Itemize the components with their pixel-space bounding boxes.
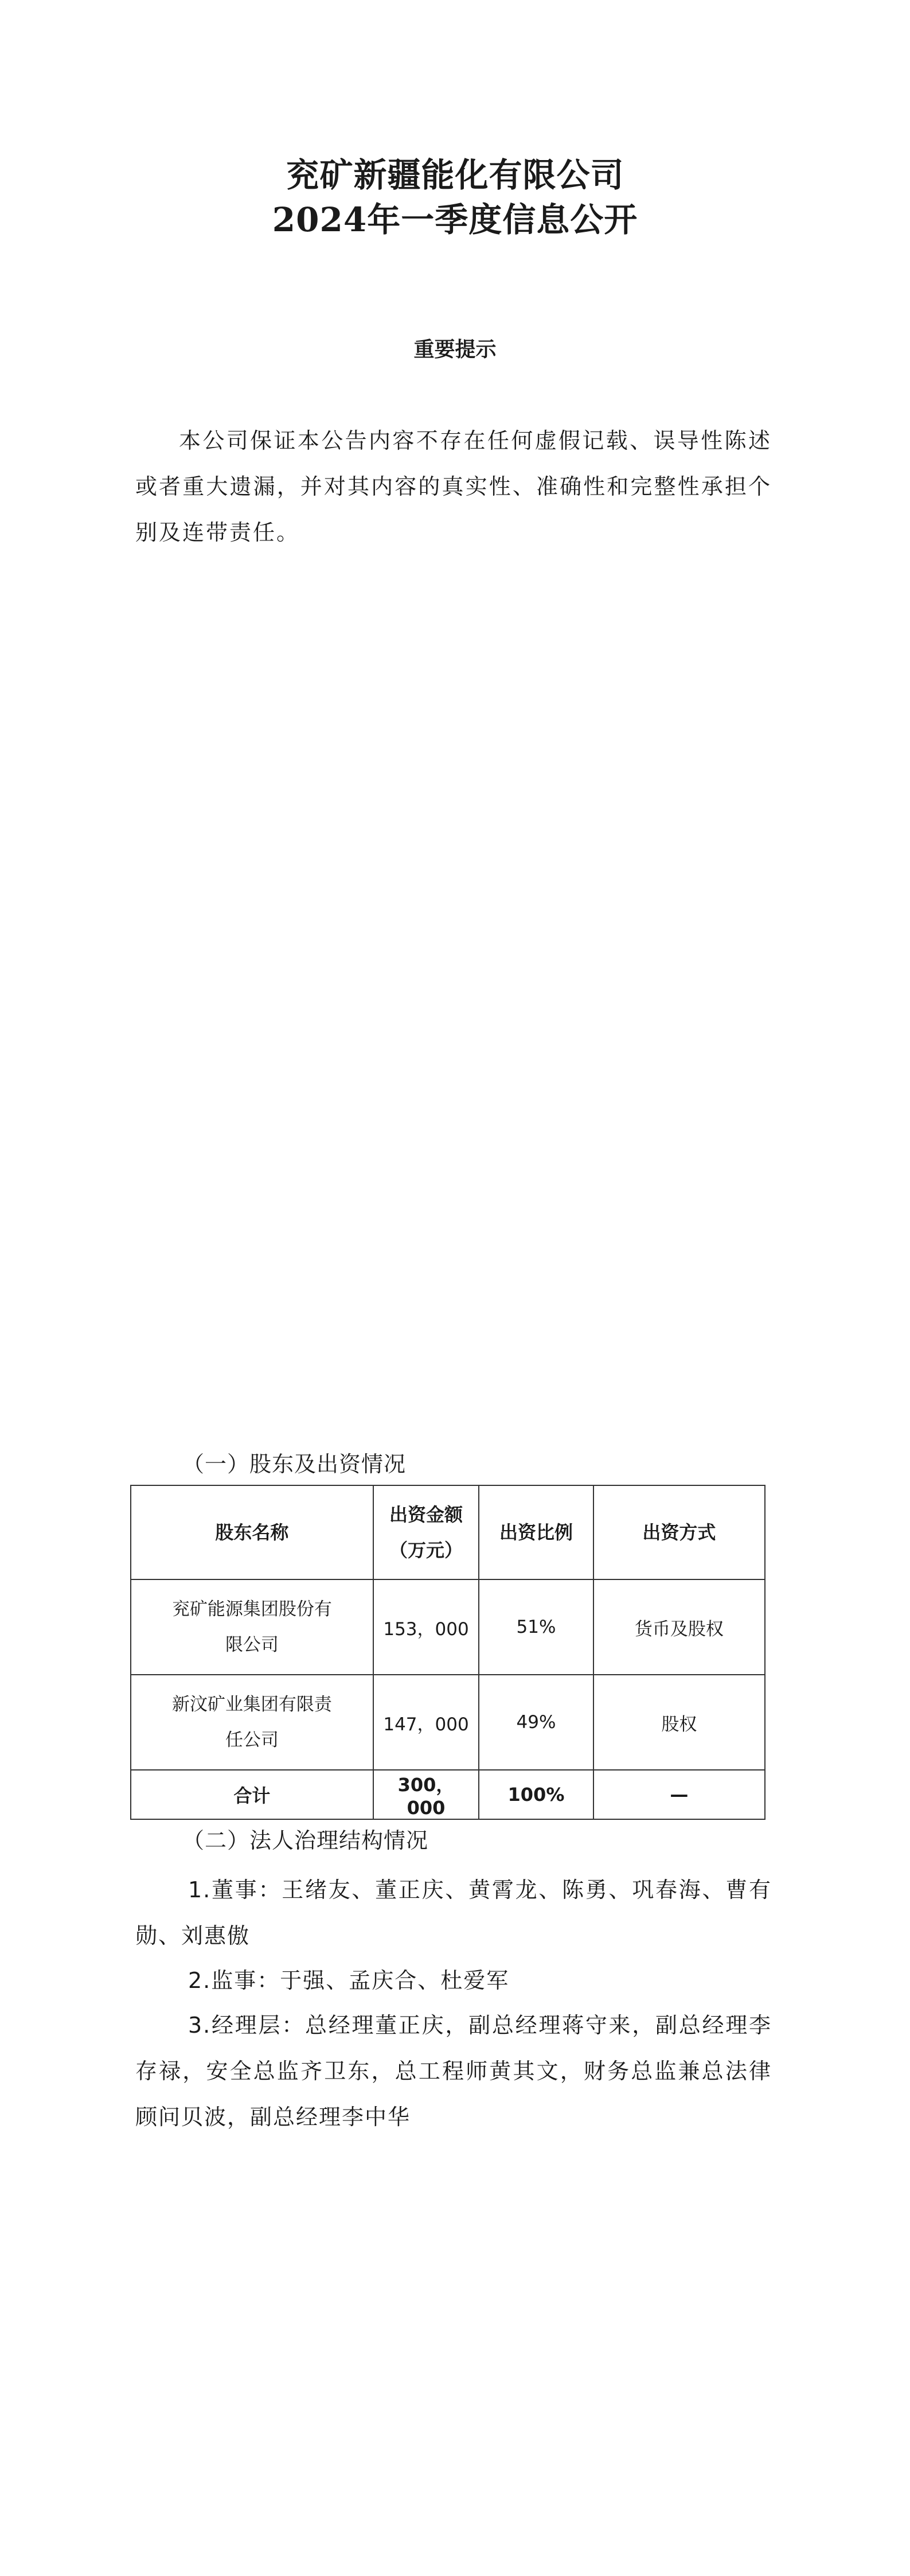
- governance-item-management: 3.经理层：总经理董正庆，副总经理蒋守来，副总经理李存禄，安全总监齐卫东，总工程师黄其文，财务总监兼总法律顾问贝波，副总经理李中华: [135, 2013, 772, 2130]
- shareholder-name-line1: 新汶矿业集团有限责: [171, 1694, 332, 1715]
- column-header-name: 股东名称: [131, 1485, 373, 1579]
- document-title-line1: 兖矿新疆能化有限公司: [286, 155, 624, 194]
- total-method: —: [593, 1770, 765, 1819]
- shareholder-ratio: 49%: [479, 1675, 593, 1770]
- document-title-line2: 2024年一季度信息公开: [272, 200, 638, 239]
- column-header-method: 出资方式: [593, 1485, 765, 1579]
- governance-section-heading: （二）法人治理结构情况: [182, 1828, 429, 1853]
- total-ratio: 100%: [479, 1770, 593, 1819]
- shareholder-name-cell: [131, 1579, 373, 1675]
- column-header-amount: [373, 1485, 479, 1579]
- governance-item-supervisors: 2.监事：于强、孟庆合、杜爱军: [188, 1968, 510, 1993]
- shareholder-method: 货币及股权: [593, 1579, 765, 1675]
- table-total-row: [131, 1770, 765, 1819]
- column-header-amount-line2: （万元）: [389, 1539, 463, 1561]
- column-header-ratio: 出资比例: [479, 1485, 593, 1579]
- table-header-row: [131, 1485, 765, 1579]
- table-row: [131, 1675, 765, 1770]
- governance-item-directors: 1.董事：王绪友、董正庆、黄霄龙、陈勇、巩春海、曹有勋、刘惠傲: [135, 1877, 772, 1948]
- shareholder-name-cell: [131, 1675, 373, 1770]
- shareholder-ratio: 51%: [479, 1579, 593, 1675]
- total-amount: 300，000: [373, 1770, 479, 1819]
- notice-body: 本公司保证本公告内容不存在任何虚假记载、误导性陈述或者重大遗漏，并对其内容的真实性、准确性和完整性承担个别及连带责任。: [135, 428, 772, 545]
- shareholder-amount: 153，000: [373, 1579, 479, 1675]
- table-row: [131, 1579, 765, 1675]
- shareholder-amount: 147，000: [373, 1675, 479, 1770]
- shareholder-name-line2: 任公司: [225, 1730, 279, 1750]
- total-label: 合计: [131, 1770, 373, 1819]
- shareholders-table: [130, 1485, 766, 1820]
- shareholders-section-heading: （一）股东及出资情况: [182, 1452, 407, 1477]
- notice-heading: 重要提示: [413, 338, 497, 361]
- shareholder-method: 股权: [593, 1675, 765, 1770]
- column-header-amount-line1: 出资金额: [389, 1504, 463, 1526]
- shareholder-name-line2: 限公司: [225, 1635, 279, 1655]
- shareholder-name-line1: 兖矿能源集团股份有: [171, 1599, 332, 1620]
